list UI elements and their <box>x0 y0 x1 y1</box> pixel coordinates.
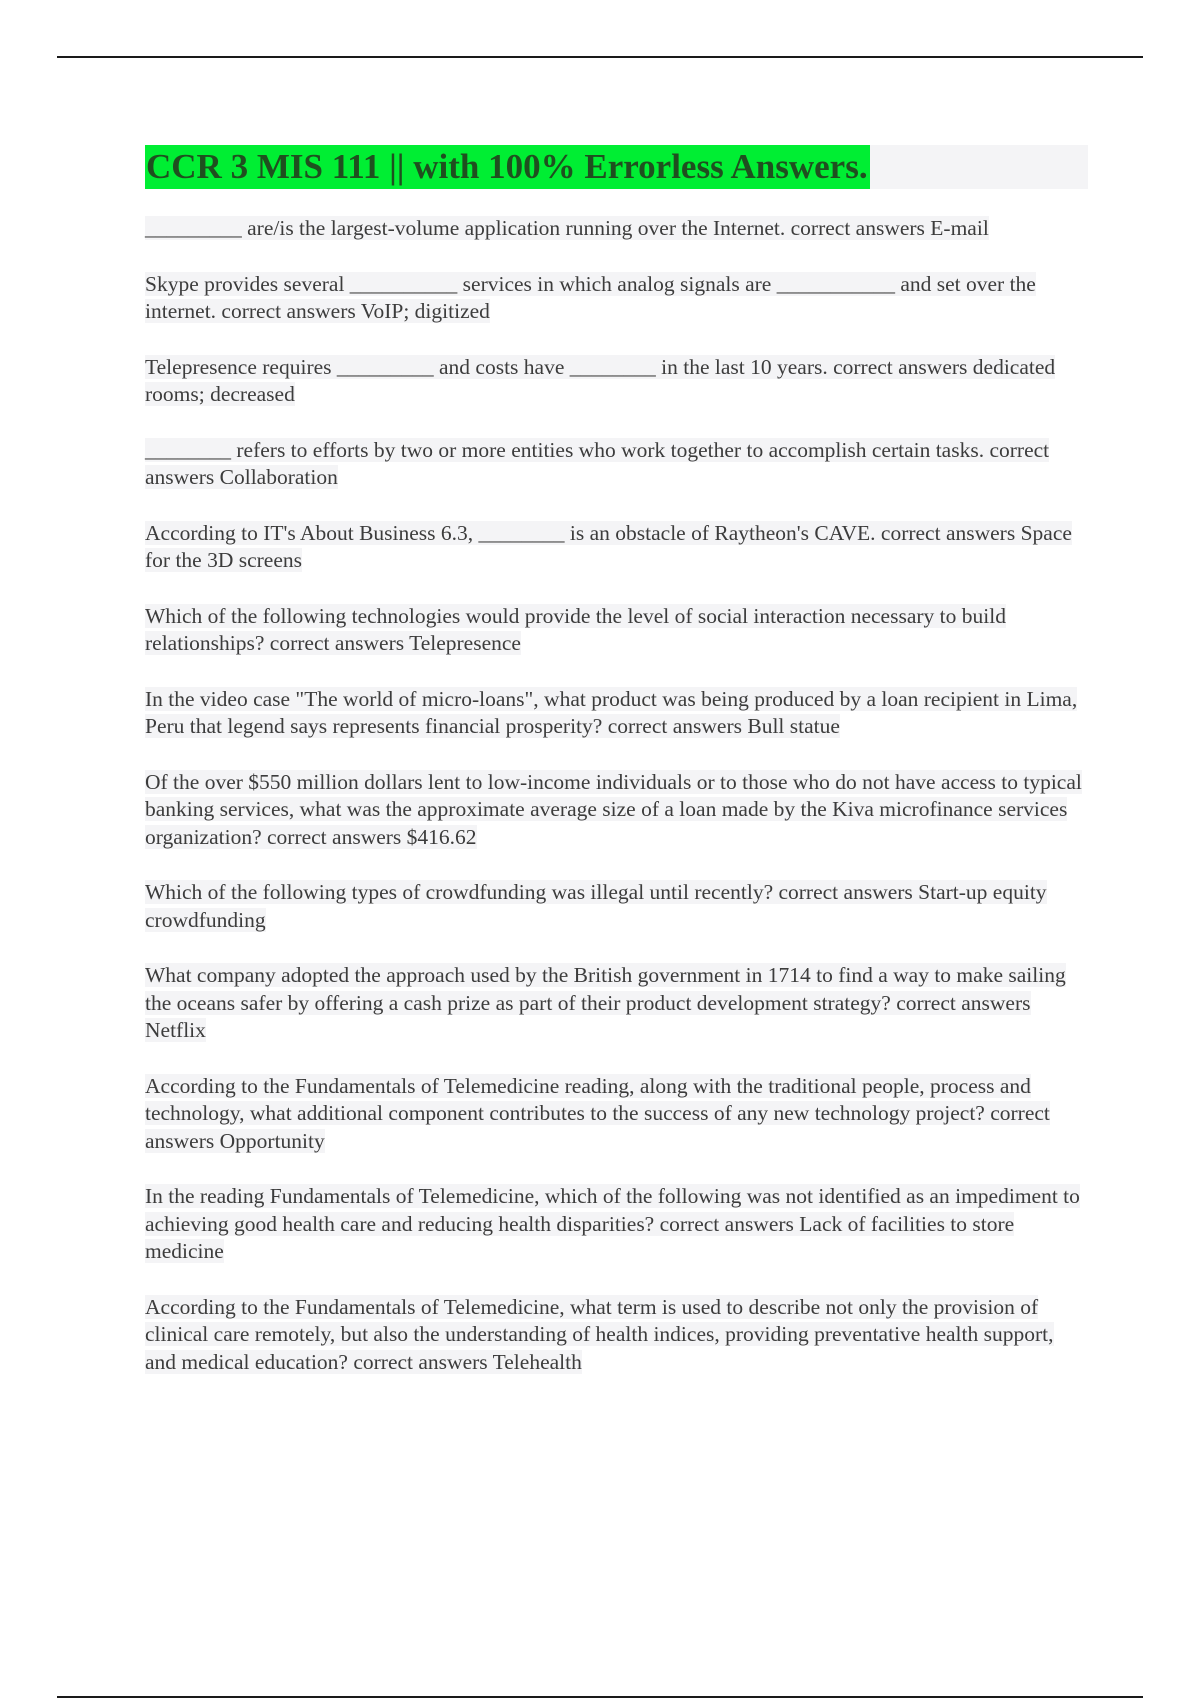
qa-text: Telepresence requires _________ and costs have ________ in the last 10 years. correct answers dedicated rooms; decreased <box>145 354 1056 406</box>
qa-item <box>145 1294 1085 1377</box>
qa-item <box>145 1073 1085 1156</box>
document-title: CCR 3 MIS 111 || with 100% Errorless Answers. <box>145 145 870 189</box>
qa-text: Of the over $550 million dollars lent to low-income individuals or to those who do not have access to typical banking services, what was the approximate average size of a loan made by the Kiva microfinance services organization? correct answers $416.62 <box>145 769 1082 849</box>
qa-text: In the reading Fundamentals of Telemedicine, which of the following was not identified as an impediment to achieving good health care and reducing health disparities? correct answers Lack of facilities to store medicine <box>145 1184 1080 1263</box>
qa-item <box>145 879 1085 934</box>
qa-text: ________ refers to efforts by two or more entities who work together to accomplish certain tasks. correct answers Collaboration <box>145 437 1050 489</box>
footer-rule <box>57 1696 1143 1698</box>
qa-item <box>145 769 1085 852</box>
qa-text: According to IT's About Business 6.3, ________ is an obstacle of Raytheon's CAVE. correct answers Space for the 3D screens <box>145 520 1072 572</box>
qa-item <box>145 215 1085 243</box>
qa-text: Which of the following types of crowdfunding was illegal until recently? correct answers Start-up equity crowdfunding <box>145 880 1047 932</box>
qa-item <box>145 603 1085 658</box>
qa-text: According to the Fundamentals of Telemedicine reading, along with the traditional people, process and technology, what additional component contributes to the success of any new technology project? correct answers Opportunity <box>145 1073 1050 1153</box>
qa-item <box>145 271 1085 326</box>
qa-item <box>145 962 1085 1045</box>
qa-text: According to the Fundamentals of Telemedicine, what term is used to describe not only the provision of clinical care remotely, but also the understanding of health indices, providing preventative health support, and medical education? correct answers Telehealth <box>145 1294 1054 1374</box>
qa-text: In the video case "The world of micro-loans", what product was being produced by a loan recipient in Lima, Peru that legend says represents financial prosperity? correct answers Bull statue <box>145 686 1078 738</box>
qa-text: Which of the following technologies would provide the level of social interaction necessary to build relationships? correct answers Telepresence <box>145 603 1006 655</box>
qa-item <box>145 1183 1085 1266</box>
qa-item <box>145 686 1085 741</box>
qa-text: _________ are/is the largest-volume application running over the Internet. correct answers E-mail <box>145 216 989 240</box>
qa-item <box>145 437 1085 492</box>
qa-item <box>145 520 1085 575</box>
header-rule <box>57 56 1143 58</box>
qa-list <box>145 215 1085 1404</box>
qa-item <box>145 354 1085 409</box>
qa-text: Skype provides several __________ services in which analog signals are ___________ and set over the internet. correct answers VoIP; digitized <box>145 271 1036 323</box>
qa-text: What company adopted the approach used by the British government in 1714 to find a way to make sailing the oceans safer by offering a cash prize as part of their product development strategy? correct answers Netflix <box>145 963 1066 1042</box>
